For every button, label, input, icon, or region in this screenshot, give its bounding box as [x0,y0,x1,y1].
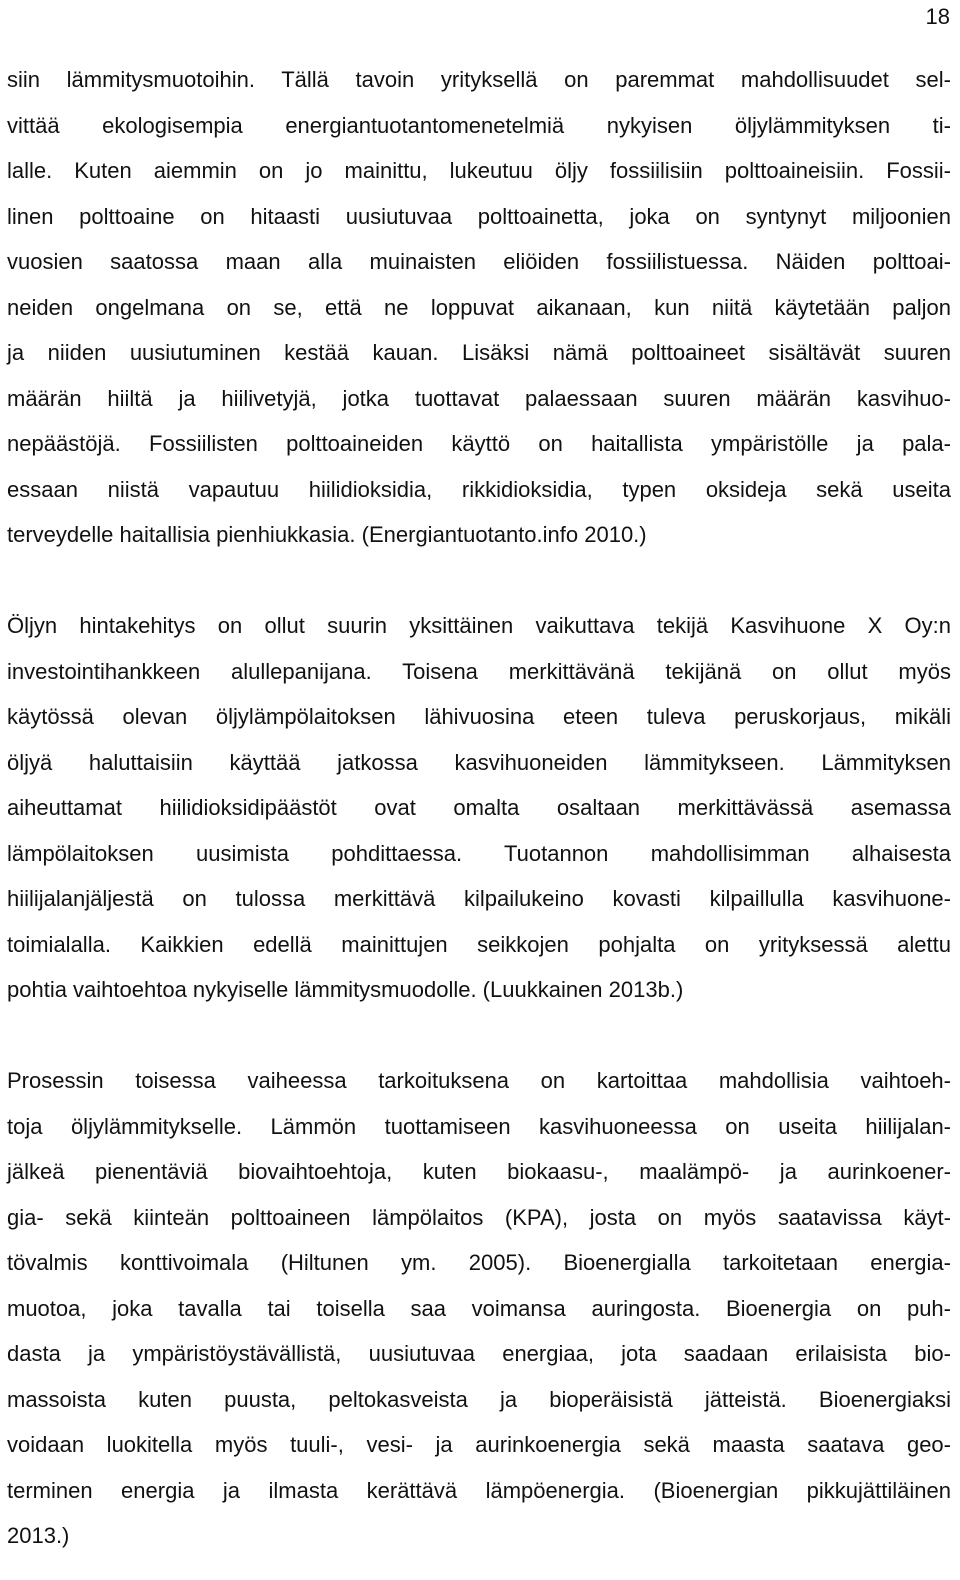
text-line: terminen energia ja ilmasta kerättävä lämpöenergia. (Bioenergian pikkujättiläinen [7,1477,951,1503]
text-line: jälkeä pienentäviä biovaihtoehtoja, kuten biokaasu-, maalämpö- ja aurinkoener- [7,1159,951,1184]
text-line: muotoa, joka tavalla tai toisella saa voimansa auringosta. Bioenergia on puh- [7,1295,951,1321]
text-line: gia- sekä kiinteän polttoaineen lämpölaitos (KPA), josta on myös saatavissa käyt- [7,1204,951,1230]
page-body [7,57,951,1559]
text-line: Prosessin toisessa vaiheessa tarkoituksena on kartoittaa mahdollisia vaihtoeh- [7,1068,951,1093]
text-line: tövalmis konttivoimala (Hiltunen ym. 2005). Bioenergialla tarkoitetaan energia- [7,1250,951,1275]
text-line: ja niiden uusiutuminen kestää kauan. Lisäksi nämä polttoaineet sisältävät suuren [7,340,951,365]
text-line: öljyä haluttaisiin käyttää jatkossa kasvihuoneiden lämmitykseen. Lämmityksen [7,749,951,775]
text-line: pohtia vaihtoehtoa nykyiselle lämmitysmuodolle. (Luukkainen 2013b.) [7,977,684,1002]
text-line: toja öljylämmitykselle. Lämmön tuottamiseen kasvihuoneessa on useita hiilijalan- [7,1113,951,1139]
paragraph-spacer [7,1013,951,1059]
text-line: hiilijalanjäljestä on tulossa merkittävä kilpailukeino kovasti kilpaillulla kasvihuone- [7,886,951,911]
text-line: neiden ongelmana on se, että ne loppuvat aikanaan, kun niitä käytetään paljon [7,294,951,320]
text-line: vittää ekologisempia energiantuotantomenetelmiä nykyisen öljylämmityksen ti- [7,112,951,138]
paragraph-2 [7,603,951,1013]
text-line: toimialalla. Kaikkien edellä mainittujen seikkojen pohjalta on yrityksessä alettu [7,931,951,957]
paragraph-3 [7,1058,951,1559]
text-line: nepäästöjä. Fossiilisten polttoaineiden käyttö on haitallista ympäristölle ja pala- [7,431,951,456]
text-line: terveydelle haitallisia pienhiukkasia. (Energiantuotanto.info 2010.) [7,522,647,547]
text-line: vuosien saatossa maan alla muinaisten eliöiden fossiilistuessa. Näiden polttoai- [7,249,951,274]
text-line: määrän hiiltä ja hiilivetyjä, jotka tuottavat palaessaan suuren määrän kasvihuo- [7,385,951,411]
text-line: investointihankkeen alullepanijana. Toisena merkittävänä tekijänä on ollut myös [7,658,951,684]
text-line: dasta ja ympäristöystävällistä, uusiutuvaa energiaa, jota saadaan erilaisista bio- [7,1341,951,1366]
text-line: käytössä olevan öljylämpölaitoksen lähivuosina eteen tuleva peruskorjaus, mikäli [7,704,951,729]
text-line: siin lämmitysmuotoihin. Tällä tavoin yrityksellä on paremmat mahdollisuudet sel- [7,67,951,92]
text-line: lalle. Kuten aiemmin on jo mainittu, lukeutuu öljy fossiilisiin polttoaineisiin. Fossii- [7,158,951,183]
text-line: essaan niistä vapautuu hiilidioksidia, rikkidioksidia, typen oksideja sekä useita [7,476,951,502]
text-line: linen polttoaine on hitaasti uusiutuvaa polttoainetta, joka on syntynyt miljoonien [7,203,951,229]
text-line: lämpölaitoksen uusimista pohdittaessa. Tuotannon mahdollisimman alhaisesta [7,840,951,866]
text-line: massoista kuten puusta, peltokasveista ja bioperäisistä jätteistä. Bioenergiaksi [7,1386,951,1412]
text-line: 2013.) [7,1523,70,1548]
text-line: voidaan luokitella myös tuuli-, vesi- ja aurinkoenergia sekä maasta saatava geo- [7,1432,951,1457]
text-line: Öljyn hintakehitys on ollut suurin yksittäinen vaikuttava tekijä Kasvihuone X Oy:n [7,613,951,638]
paragraph-1 [7,57,951,558]
page-number: 18 [925,4,950,29]
text-line: aiheuttamat hiilidioksidipäästöt ovat omalta osaltaan merkittävässä asemassa [7,795,951,820]
paragraph-spacer [7,558,951,604]
